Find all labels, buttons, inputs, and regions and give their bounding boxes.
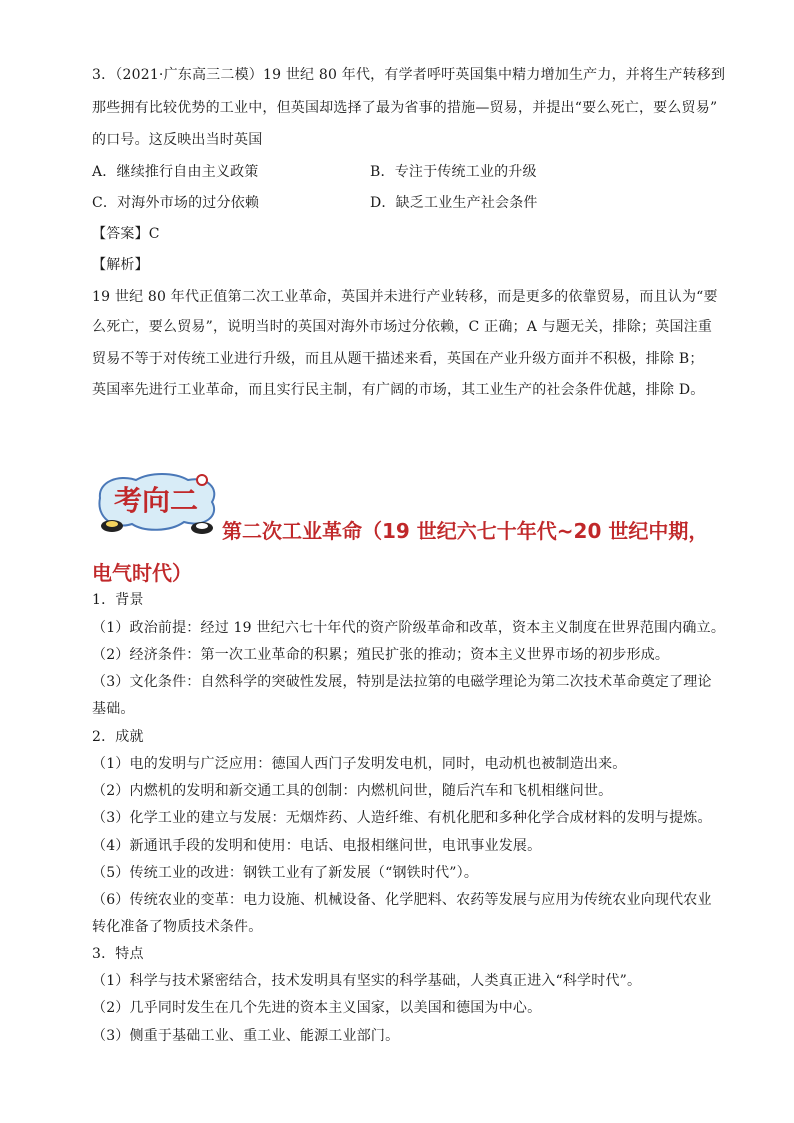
question-text-line-1: 3．（2021·广东高三二模）19 世纪 80 年代，有学者呼吁英国集中精力增加生产力，并将生产转移到 [92,67,726,83]
badge-dot-icon [197,475,207,485]
content-line: （2）几乎同时发生在几个先进的资本主义国家，以美国和德国为中心。 [92,1000,542,1016]
section-badge [92,470,222,538]
question-text-line-2: 那些拥有比较优势的工业中，但英国却选择了最为省事的措施—贸易，并提出“要么死亡，要么贸易” [92,100,718,116]
section-title-line-1: 第二次工业革命（19 世纪六七十年代~20 世纪中期， [222,519,709,543]
analysis-line: 么死亡，要么贸易”，说明当时的英国对海外市场过分依赖，C 正确；A 与题无关，排除；英国注重 [92,319,713,335]
analysis-line: 19 世纪 80 年代正值第二次工业革命，英国并未进行产业转移，而是更多的依靠贸易，而且认为“要 [92,289,718,305]
content-line: 转化准备了物质技术条件。 [92,919,263,935]
content-line: （6）传统农业的变革：电力设施、机械设备、化学肥料、农药等发展与应用为传统农业向现代农业 [92,892,712,908]
option-a: A．继续推行自由主义政策 [92,164,259,180]
answer-label: 【答案】C [92,226,160,242]
analysis-line: 贸易不等于对传统工业进行升级，而且从题干描述来看，英国在产业升级方面并不积极，排除 B； [92,351,704,367]
content-line: 基础。 [92,701,135,717]
content-heading: 3．特点 [92,946,144,962]
content-line: （3）化学工业的建立与发展：无烟炸药、人造纤维、有机化肥和多种化学合成材料的发明与提炼。 [92,810,712,826]
analysis-line: 英国率先进行工业革命，而且实行民主制，有广阔的市场，其工业生产的社会条件优越，排除 D。 [92,382,705,398]
section-title-line-2: 电气时代） [92,561,192,585]
content-line: （1）政治前提：经过 19 世纪六七十年代的资产阶级革命和改革，资本主义制度在世界范围内确立。 [92,620,726,636]
badge-text: 考向二 [113,484,199,517]
option-b: B．专注于传统工业的升级 [370,164,537,180]
option-c: C．对海外市场的过分依赖 [92,195,260,211]
analysis-label: 【解析】 [92,257,149,273]
content-line: （5）传统工业的改进：钢铁工业有了新发展（“钢铁时代”）。 [92,865,479,881]
content-line: （2）内燃机的发明和新交通工具的创制：内燃机问世，随后汽车和飞机相继问世。 [92,783,613,799]
option-d: D．缺乏工业生产社会条件 [370,195,538,211]
content-line: （1）电的发明与广泛应用：德国人西门子发明发电机，同时，电动机也被制造出来。 [92,756,627,772]
content-line: （3）侧重于基础工业、重工业、能源工业部门。 [92,1028,400,1044]
content-line: （2）经济条件：第一次工业革命的积累；殖民扩张的推动；资本主义世界市场的初步形成。 [92,647,670,663]
question-text-line-3: 的口号。这反映出当时英国 [92,132,263,148]
content-heading: 1．背景 [92,592,144,608]
content-line: （1）科学与技术紧密结合，技术发明具有坚实的科学基础，人类真正进入“科学时代”。 [92,973,642,989]
content-heading: 2．成就 [92,729,144,745]
content-line: （4）新通讯手段的发明和使用：电话、电报相继问世，电讯事业发展。 [92,838,542,854]
content-line: （3）文化条件：自然科学的突破性发展，特别是法拉第的电磁学理论为第二次技术革命奠定了理论 [92,674,712,690]
